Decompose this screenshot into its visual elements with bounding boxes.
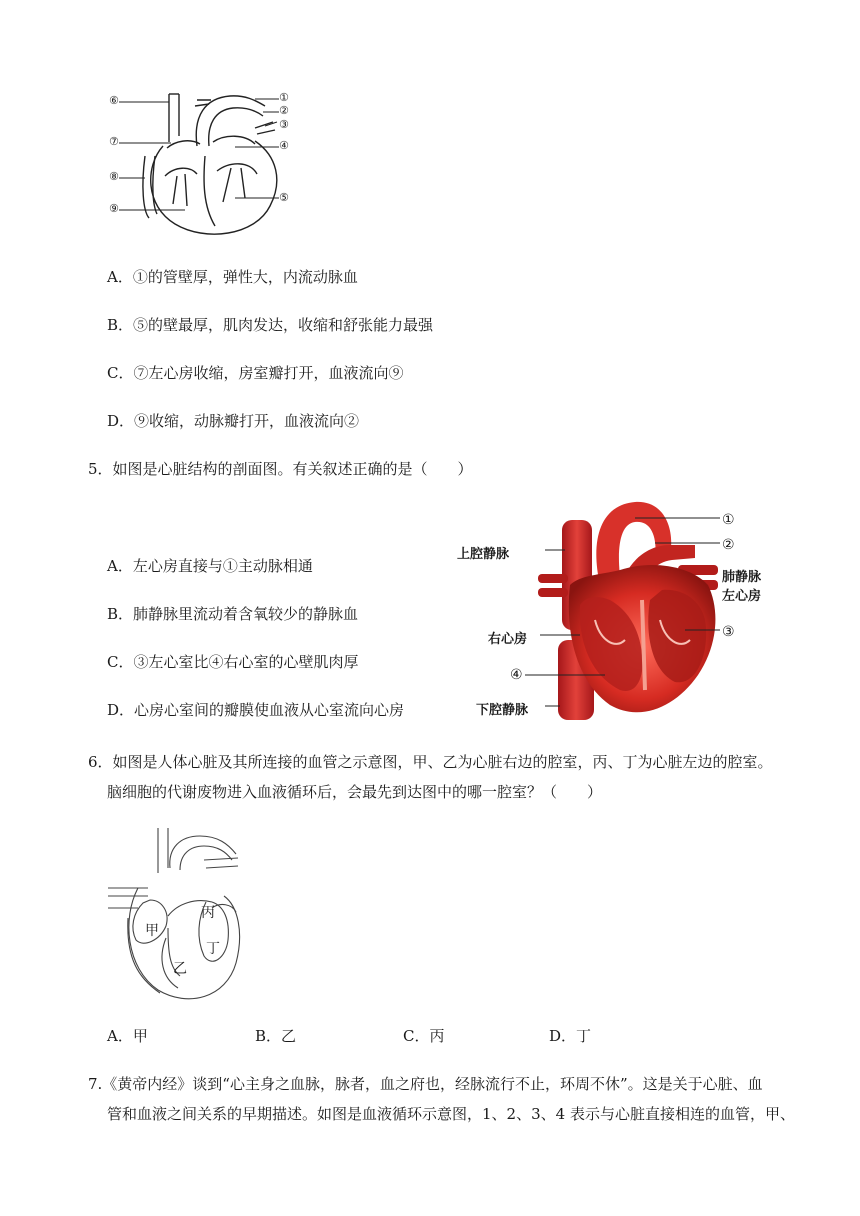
q4-option-b: B．⑤的壁最厚，肌肉发达，收缩和舒张能力最强 (107, 316, 434, 334)
q5-label-1: ① (722, 512, 735, 528)
q5-stem: 5．如图是心脏结构的剖面图。有关叙述正确的是（ ） (88, 460, 473, 478)
q4-label-4: ④ (279, 139, 289, 152)
q6-heart-diagram (108, 828, 248, 1008)
q5-option-c: C．③左心室比④右心室的心壁肌肉厚 (107, 653, 359, 671)
q5-option-a: A．左心房直接与①主动脉相通 (107, 557, 313, 575)
q6-option-a: A．甲 (107, 1027, 148, 1045)
q6-option-d: D．丁 (549, 1027, 592, 1045)
q4-label-7: ⑦ (109, 135, 119, 148)
q5-option-b: B．肺静脉里流动着含氧较少的静脉血 (107, 605, 359, 623)
q5-label-4: ④ (510, 667, 523, 683)
q5-label-pv: 肺静脉 (722, 570, 762, 585)
q4-option-a: A．①的管壁厚，弹性大，内流动脉血 (107, 268, 358, 286)
q5-label-3: ③ (722, 624, 735, 640)
q5-label-la: 左心房 (722, 589, 762, 604)
q7-line1: 7.《黄帝内经》谈到“心主身之血脉，脉者，血之府也，经脉流行不止，环周不休”。这是关于心脏、血 (88, 1075, 763, 1093)
q6-label-ding: 丁 (206, 941, 220, 957)
q6-label-bing: 丙 (201, 905, 215, 921)
q6-label-yi: 乙 (173, 961, 187, 977)
q5-label-svc: 上腔静脉 (457, 547, 510, 562)
q4-label-1: ① (279, 91, 289, 104)
q5-label-ra: 右心房 (488, 632, 528, 647)
q4-heart-diagram (105, 86, 305, 246)
q4-label-3: ③ (279, 118, 289, 131)
q6-stem-line2: 脑细胞的代谢废物进入血液循环后，会最先到达图中的哪一腔室？（ ） (107, 783, 603, 801)
q4-label-8: ⑧ (109, 170, 119, 183)
q6-option-b: B．乙 (255, 1027, 297, 1045)
q4-label-9: ⑨ (109, 202, 119, 215)
q5-label-ivc: 下腔静脉 (476, 703, 529, 718)
q6-option-c: C．丙 (403, 1027, 445, 1045)
q4-option-c: C．⑦左心房收缩，房室瓣打开，血液流向⑨ (107, 364, 404, 382)
q4-label-2: ② (279, 104, 289, 117)
q5-option-d: D．心房心室间的瓣膜使血液从心室流向心房 (107, 701, 405, 719)
q4-label-6: ⑥ (109, 94, 119, 107)
q4-label-5: ⑤ (279, 191, 289, 204)
q5-label-2: ② (722, 537, 735, 553)
q4-option-d: D．⑨收缩，动脉瓣打开，血液流向② (107, 412, 360, 430)
q7-line2: 管和血液之间关系的早期描述。如图是血液循环示意图，1、2、3、4 表示与心脏直接相连的血管，甲、 (107, 1105, 795, 1123)
q6-label-jia: 甲 (145, 923, 159, 939)
q6-stem-line1: 6．如图是人体心脏及其所连接的血管之示意图，甲、乙为心脏右边的腔室，丙、丁为心脏左边的腔室。 (88, 753, 773, 771)
